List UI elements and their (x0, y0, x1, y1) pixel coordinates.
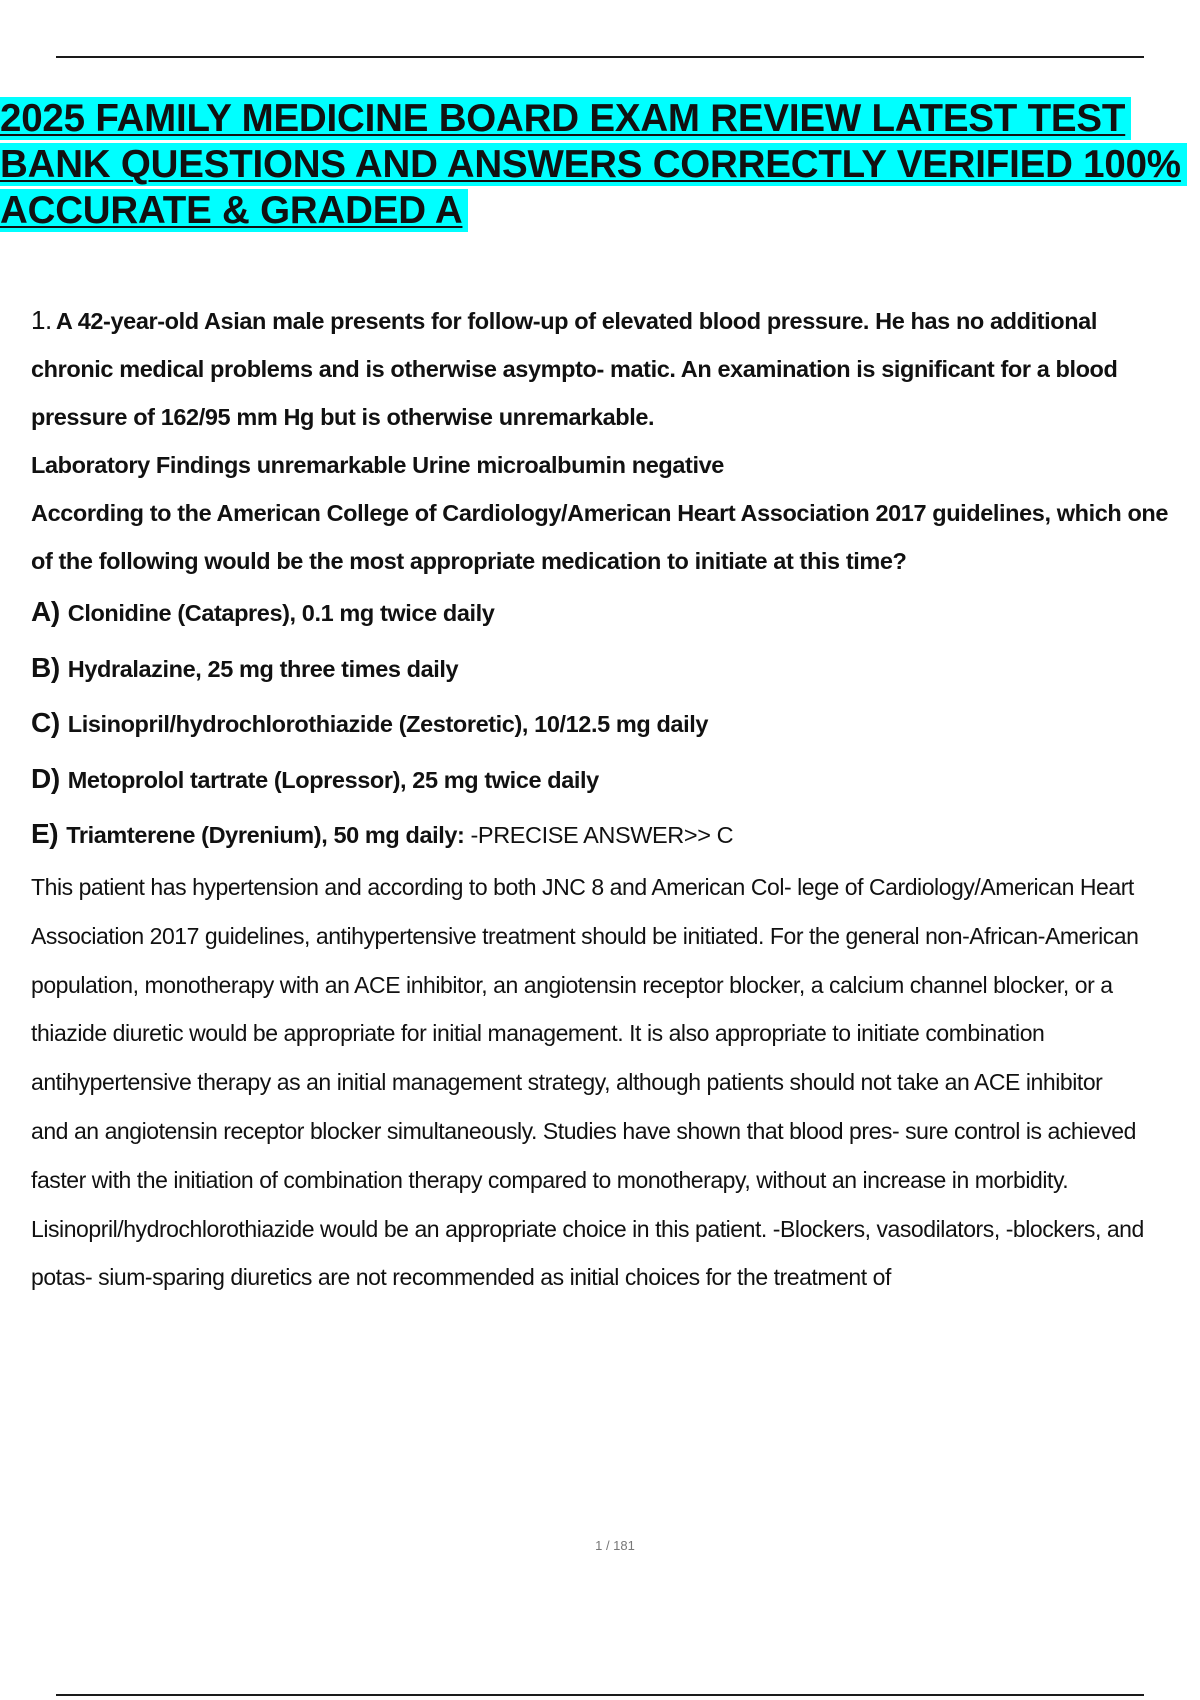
option-text: Hydralazine, 25 mg three times daily (67, 655, 459, 682)
explanation-line-1: This patient has hypertension and according to both JNC 8 and American Col- lege of Cardiology/American Heart (31, 873, 1134, 900)
explanation-line-4: thiazide diuretic would be appropriate for initial management. It is also appropriate to initiate combination (31, 1020, 1045, 1047)
option-text: Triamterene (Dyrenium), 50 mg daily: (66, 822, 465, 849)
option-text: Lisinopril/hydrochlorothiazide (Zestoretic), 10/12.5 mg daily (67, 711, 709, 738)
question-prompt-line-1: According to the American College of Cardiology/American Heart Association 2017 guidelines, which one (31, 500, 1169, 526)
answer-option-e (31, 807, 1200, 863)
explanation-line-2: Association 2017 guidelines, antihypertensive treatment should be initiated. For the general non-African-American (31, 922, 1139, 949)
page-number: 1 / 181 (595, 1538, 635, 1553)
lab-findings-line: Laboratory Findings unremarkable Urine microalbumin negative (31, 452, 724, 478)
option-letter: A) (31, 596, 60, 627)
document-title (0, 96, 1200, 234)
title-line-1: 2025 FAMILY MEDICINE BOARD EXAM REVIEW LATEST TEST (0, 96, 1200, 142)
option-text: Metoprolol tartrate (Lopressor), 25 mg twice daily (67, 766, 599, 793)
option-letter: E) (31, 818, 59, 850)
explanation-line-9: potas- sium-sparing diuretics are not recommended as initial choices for the treatment of (31, 1264, 891, 1291)
title-line-3: ACCURATE & GRADED A (0, 188, 1200, 234)
option-letter: D) (31, 762, 60, 794)
top-divider (56, 56, 1144, 58)
title-line-2: BANK QUESTIONS AND ANSWERS CORRECTLY VERIFIED 100% (0, 142, 1200, 188)
question-stem-line-2: chronic medical problems and is otherwise asympto- matic. An examination is significant for a blood (31, 356, 1118, 382)
precise-answer: -PRECISE ANSWER>> C (470, 822, 734, 849)
option-text: Clonidine (Catapres), 0.1 mg twice daily (67, 600, 495, 626)
option-letter: B) (31, 651, 60, 683)
explanation-line-5: antihypertensive therapy as an initial management strategy, although patients should not take an ACE inhibitor (31, 1069, 1103, 1096)
explanation-line-6: and an angiotensin receptor blocker simultaneously. Studies have shown that blood pres- sure control is achieved (31, 1117, 1136, 1144)
explanation-line-7: faster with the initiation of combination therapy compared to monotherapy, without an increase in morbidity. (31, 1166, 1069, 1193)
option-letter: C) (31, 707, 60, 739)
explanation-line-8: Lisinopril/hydrochlorothiazide would be an appropriate choice in this patient. -Blockers, vasodilators, -blockers, and (31, 1215, 1144, 1242)
question-stem-line-1: 1. A 42-year-old Asian male presents for follow-up of elevated blood pressure. He has no additional (31, 305, 1097, 335)
bottom-divider (56, 1694, 1144, 1696)
answer-option-a (31, 585, 1200, 641)
question-block (31, 296, 1200, 1302)
answer-option-d (31, 752, 1200, 808)
question-prompt-line-2: of the following would be the most appropriate medication to initiate at this time? (31, 548, 907, 574)
question-stem-line-3: pressure of 162/95 mm Hg but is otherwise unremarkable. (31, 404, 655, 430)
question-number: 1. (31, 305, 52, 335)
answer-option-c (31, 696, 1200, 752)
answer-option-b (31, 641, 1200, 697)
explanation-line-3: population, monotherapy with an ACE inhibitor, an angiotensin receptor blocker, a calcium channel blocker, or a (31, 971, 1113, 998)
